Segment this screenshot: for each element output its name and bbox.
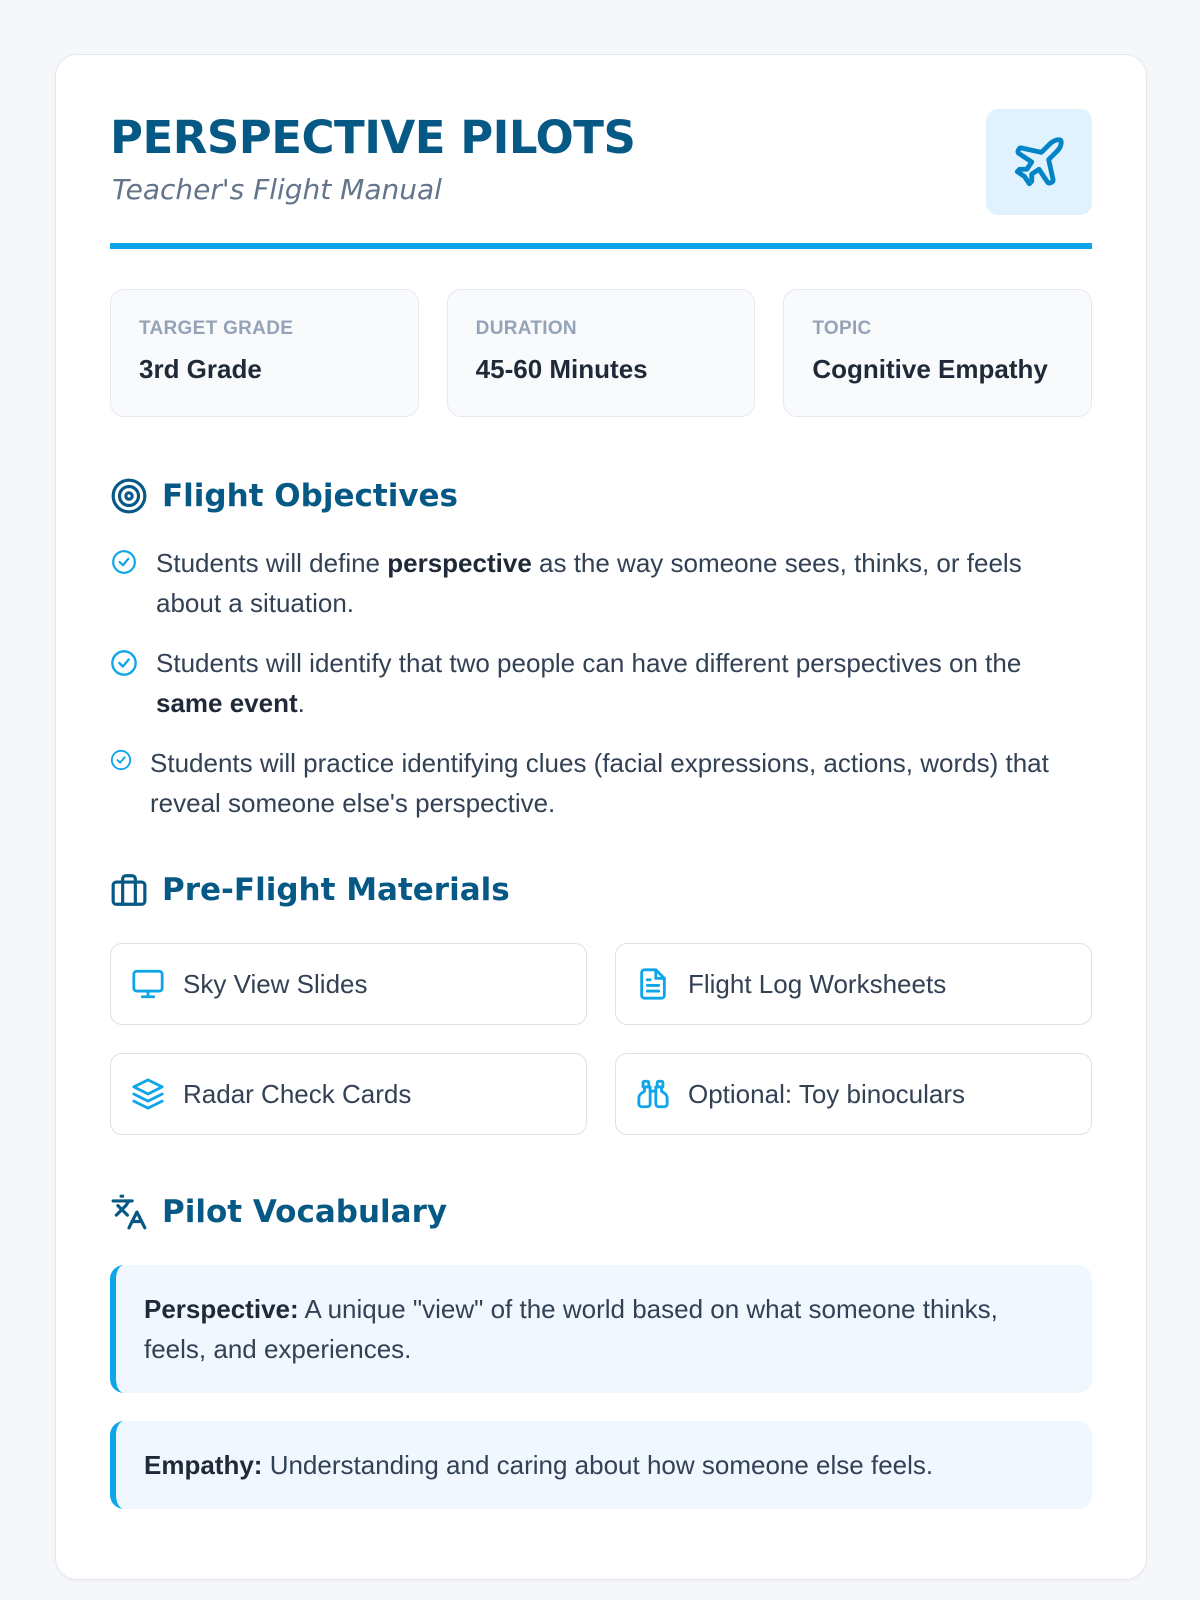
- stat-topic: [783, 289, 1092, 417]
- target-icon: [110, 477, 148, 515]
- material-flight-log-worksheets: [615, 943, 1092, 1025]
- material-sky-view-slides: [110, 943, 587, 1025]
- stat-label: DURATION: [475, 318, 577, 339]
- monitor-icon: [131, 967, 165, 1001]
- binoculars-icon: [636, 1077, 670, 1111]
- objectives-heading: [110, 473, 1092, 519]
- stat-value: 3rd Grade: [139, 354, 262, 384]
- vocab-term: Perspective:: [144, 1294, 299, 1324]
- materials-heading: [110, 867, 1092, 913]
- material-toy-binoculars: [615, 1053, 1092, 1135]
- objective-text: Students will define perspective as the way someone sees, thinks, or feels about a situation.: [156, 548, 1022, 618]
- objective-text: Students will identify that two people can have different perspectives on the same event.: [156, 648, 1022, 718]
- plane-icon: [1010, 133, 1068, 191]
- document-icon: [636, 967, 670, 1001]
- check-circle-icon: [110, 649, 138, 677]
- stat-value: 45-60 Minutes: [475, 354, 648, 384]
- vocab-perspective: [110, 1265, 1092, 1393]
- lesson-stats: [110, 289, 1092, 417]
- layers-icon: [131, 1077, 165, 1111]
- list-item: [110, 643, 1092, 723]
- vocabulary-heading: [110, 1189, 1092, 1235]
- stat-label: TOPIC: [812, 318, 872, 339]
- materials-title: Pre-Flight Materials: [162, 872, 510, 908]
- check-circle-icon: [110, 549, 138, 575]
- plane-badge: [986, 109, 1092, 215]
- material-label: Radar Check Cards: [183, 1078, 412, 1109]
- translate-icon: [110, 1193, 148, 1231]
- materials-grid: [110, 943, 1092, 1135]
- stat-label: TARGET GRADE: [139, 318, 294, 339]
- vocab-definition: A unique "view" of the world based on what someone thinks, feels, and experiences.: [144, 1294, 998, 1364]
- objective-text: Students will practice identifying clues (facial expressions, actions, words) that reveal someone else's perspective.: [150, 748, 1049, 818]
- stat-duration: [447, 289, 756, 417]
- vocab-empathy: [110, 1421, 1092, 1509]
- objectives-list: [110, 543, 1092, 823]
- objectives-title: Flight Objectives: [162, 478, 458, 514]
- material-label: Sky View Slides: [183, 968, 368, 999]
- vocabulary-title: Pilot Vocabulary: [162, 1194, 448, 1230]
- page-title: PERSPECTIVE PILOTS: [110, 111, 636, 164]
- material-radar-check-cards: [110, 1053, 587, 1135]
- lesson-card: [55, 54, 1147, 1580]
- briefcase-icon: [110, 871, 148, 909]
- material-label: Flight Log Worksheets: [688, 968, 947, 999]
- vocab-term: Empathy:: [144, 1450, 263, 1480]
- list-item: [110, 743, 1092, 823]
- stat-value: Cognitive Empathy: [812, 354, 1048, 384]
- page-subtitle: Teacher's Flight Manual: [112, 173, 442, 206]
- header: [110, 55, 1092, 249]
- check-circle-icon: [110, 749, 132, 771]
- vocab-definition: Understanding and caring about how someone else feels.: [262, 1450, 934, 1480]
- stat-target-grade: [110, 289, 419, 417]
- material-label: Optional: Toy binoculars: [688, 1078, 966, 1109]
- vocabulary-list: [110, 1265, 1092, 1509]
- list-item: [110, 543, 1092, 623]
